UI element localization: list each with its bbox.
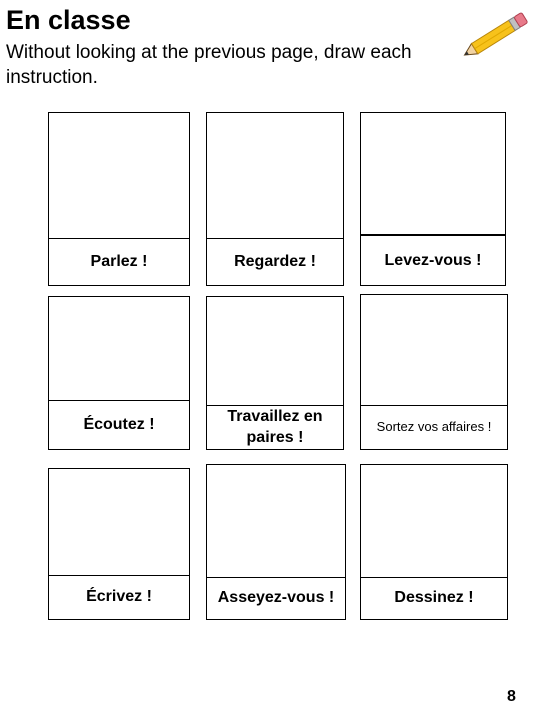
drawing-area[interactable] (49, 297, 189, 401)
card-label: Sortez vos affaires ! (376, 419, 492, 434)
card-label: Parlez ! (90, 252, 148, 270)
drawing-area[interactable] (207, 297, 343, 406)
card-label: Écoutez ! (83, 415, 155, 433)
card-label: Asseyez-vous ! (217, 589, 335, 606)
card-regardez (206, 112, 344, 286)
drawing-area[interactable] (49, 113, 189, 239)
card-label: Dessinez ! (394, 589, 474, 606)
drawing-area[interactable] (207, 465, 345, 578)
drawing-area[interactable] (207, 113, 343, 239)
instructions-text: Without looking at the previous page, draw each instruction. (6, 42, 412, 88)
card-sortez-vos-affaires (360, 294, 508, 450)
card-label: Regardez ! (234, 252, 316, 270)
drawing-area[interactable] (49, 469, 189, 576)
card-parlez (48, 112, 190, 286)
drawing-area[interactable] (361, 113, 505, 236)
card-asseyez-vous (206, 464, 346, 620)
card-label: Travaillez en paires ! (227, 407, 323, 446)
drawing-area[interactable] (361, 465, 507, 578)
pencil-icon (455, 8, 535, 63)
card-label: Levez-vous ! (384, 251, 482, 269)
card-dessinez (360, 464, 508, 620)
card-travaillez-en-paires (206, 296, 344, 450)
card-ecoutez (48, 296, 190, 450)
card-label: Écrivez ! (86, 588, 152, 605)
card-levez-vous (360, 112, 506, 286)
card-ecrivez (48, 468, 190, 620)
drawing-area[interactable] (361, 295, 507, 406)
page-title: En classe (6, 5, 131, 35)
page-number: 8 (507, 688, 516, 705)
